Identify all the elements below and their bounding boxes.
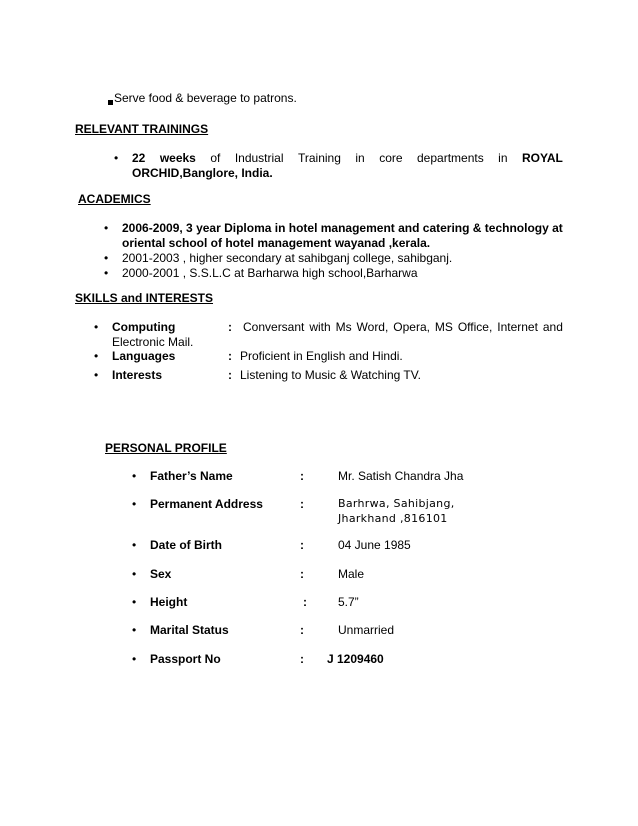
bullet-icon: • [104,221,109,235]
training-word: core [379,151,403,165]
trainings-heading: RELEVANT TRAININGS [75,122,209,136]
address-label: Permanent Address [150,497,263,511]
bullet-icon: • [104,251,109,265]
academics-item3: 2000-2001 , S.S.L.C at Barharwa high school,Barharwa [122,266,418,280]
bullet-icon: • [94,320,99,334]
sex-separator: : [300,567,304,581]
computing-word: Opera, [393,320,430,334]
training-word: of [210,151,221,165]
sex-value: Male [338,567,365,581]
bullet-icon: • [114,151,119,165]
address-separator: : [300,497,304,511]
training-word: in [498,151,508,165]
marital-value: Unmarried [338,623,395,637]
bullet-icon: • [132,652,137,666]
skills-heading: SKILLS and INTERESTS [75,291,214,305]
academics-item1-line1: 2006-2009, 3 year Diploma in hotel management and catering & technology at [122,221,563,235]
dob-value: 04 June 1985 [338,538,411,552]
computing-separator: : [228,320,232,334]
marital-separator: : [300,623,304,637]
academics-item1-line2: oriental school of hotel management wayanad ,kerala. [122,236,431,250]
training-word: Industrial [234,151,284,165]
personal-heading: PERSONAL PROFILE [105,441,227,455]
training-word: Training [297,151,341,165]
height-separator: : [303,595,307,609]
training-word: 22 [132,151,146,165]
fathers-name-label: Father’s Name [150,469,233,483]
dob-label: Date of Birth [150,538,222,552]
computing-word: Office, [457,320,493,334]
languages-label: Languages [112,349,176,363]
interests-value: Listening to Music & Watching TV. [240,368,421,382]
academics-item2: 2001-2003 , higher secondary at sahibganj college, sahibganj. [122,251,453,265]
square-bullet-icon [108,100,113,105]
training-word: in [355,151,365,165]
passport-label: Passport No [150,652,221,666]
computing-word: Conversant [243,320,305,334]
marital-label: Marital Status [150,623,229,637]
training-item-line1 [132,151,563,165]
languages-value: Proficient in English and Hindi. [240,349,403,363]
computing-word: MS [434,320,453,334]
duty-text: Serve food & beverage to patrons. [114,91,297,105]
bullet-icon: • [132,595,137,609]
computing-word: Internet [497,320,538,334]
bullet-icon: • [132,567,137,581]
training-word: departments [417,151,484,165]
bullet-icon: • [132,538,137,552]
training-word: weeks [159,151,196,165]
address-line2: Jharkhand ,816101 [338,512,448,525]
fathers-name-separator: : [300,469,304,483]
training-item-line2: ORCHID,Banglore, India. [132,166,273,180]
languages-separator: : [228,349,232,363]
bullet-icon: • [94,349,99,363]
computing-word: Word, [356,320,389,334]
height-label: Height [150,595,188,609]
computing-word: Ms [335,320,352,334]
fathers-name-value: Mr. Satish Chandra Jha [338,469,464,483]
computing-word: and [542,320,563,334]
academics-heading: ACADEMICS [78,192,151,206]
height-value: 5.7” [338,595,359,609]
interests-label: Interests [112,368,163,382]
training-word: ROYAL [521,151,563,165]
passport-value: J 1209460 [327,652,384,666]
sex-label: Sex [150,567,172,581]
bullet-icon: • [94,368,99,382]
computing-continuation: Electronic Mail. [112,335,194,349]
passport-separator: : [300,652,304,666]
bullet-icon: • [132,497,137,511]
computing-word: with [309,320,331,334]
interests-separator: : [228,368,232,382]
bullet-icon: • [104,266,109,280]
computing-label: Computing [112,320,176,334]
dob-separator: : [300,538,304,552]
bullet-icon: • [132,623,137,637]
address-line1: Barhrwa, Sahibjang, [338,497,455,510]
computing-value-line1 [243,320,563,334]
bullet-icon: • [132,469,137,483]
